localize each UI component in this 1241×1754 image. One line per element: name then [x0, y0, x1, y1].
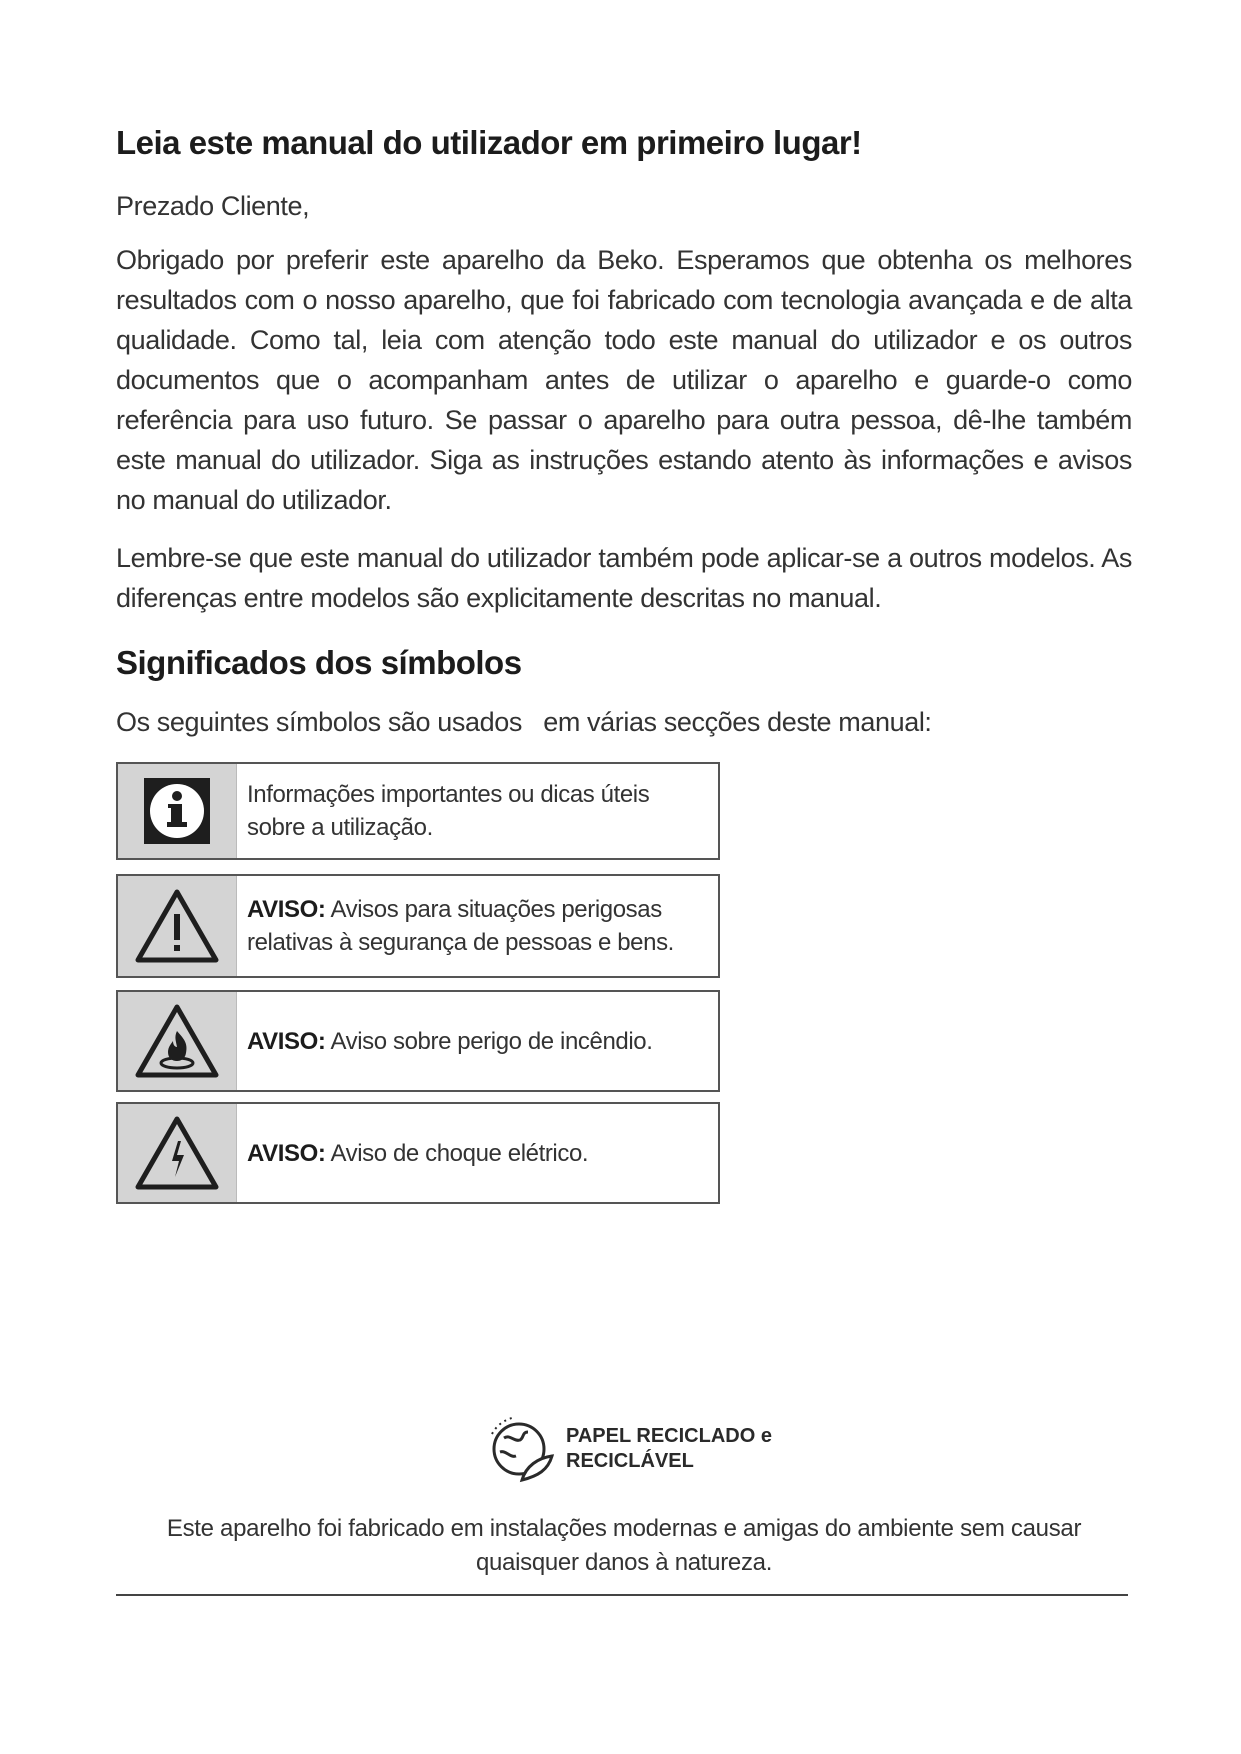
info-icon — [118, 764, 237, 858]
eco-badge — [482, 1412, 772, 1486]
intro-paragraph: Obrigado por preferir este aparelho da Beko. Esperamos que obtenha os melhores resultados com o nosso aparelho, que foi fabricado com tecnologia avançada e de alta qualidade. Como tal, leia com atenção todo este manual do utilizador e os outros documentos que o acompanham antes de utilizar o aparelho e guarde-o como referência para uso futuro. Se passar o aparelho para outra pessoa, dê-lhe também este manual do utilizador. Siga as instruções estando atento às informações e avisos no manual do utilizador. — [116, 245, 1132, 515]
page-title: Leia este manual do utilizador em primeiro lugar! — [116, 124, 862, 161]
symbols-heading: Significados dos símbolos — [116, 644, 522, 681]
symbol-row-shock — [116, 1102, 720, 1204]
symbol-row-warning — [116, 874, 720, 978]
symbol-description: AVISO: Aviso sobre perigo de incêndio. — [247, 1027, 653, 1055]
symbols-lead: Os seguintes símbolos são usados em várias secções deste manual: — [116, 707, 932, 737]
electric-shock-icon — [118, 1104, 237, 1202]
eco-badge-label: PAPEL RECICLADO e RECICLÁVEL — [566, 1425, 772, 1472]
warning-icon — [118, 876, 237, 976]
symbol-row-info — [116, 762, 720, 860]
symbol-row-fire — [116, 990, 720, 1092]
models-paragraph: Lembre-se que este manual do utilizador também pode aplicar-se a outros modelos. As diferenças entre modelos são explicitamente descritas no manual. — [116, 543, 1132, 613]
greeting: Prezado Cliente, — [116, 191, 310, 221]
recycled-paper-globe-icon — [482, 1412, 556, 1486]
fire-warning-icon — [118, 992, 237, 1090]
symbol-description: AVISO: Avisos para situações perigosas relativas à segurança de pessoas e bens. — [247, 896, 674, 956]
footer-divider — [116, 1594, 1128, 1596]
symbol-description: AVISO: Aviso de choque elétrico. — [247, 1139, 589, 1167]
symbol-description: Informações importantes ou dicas úteis sobre a utilização. — [247, 781, 650, 841]
footer-text: Este aparelho foi fabricado em instalações modernas e amigas do ambiente sem causar quaisquer danos à natureza. — [166, 1515, 1082, 1576]
